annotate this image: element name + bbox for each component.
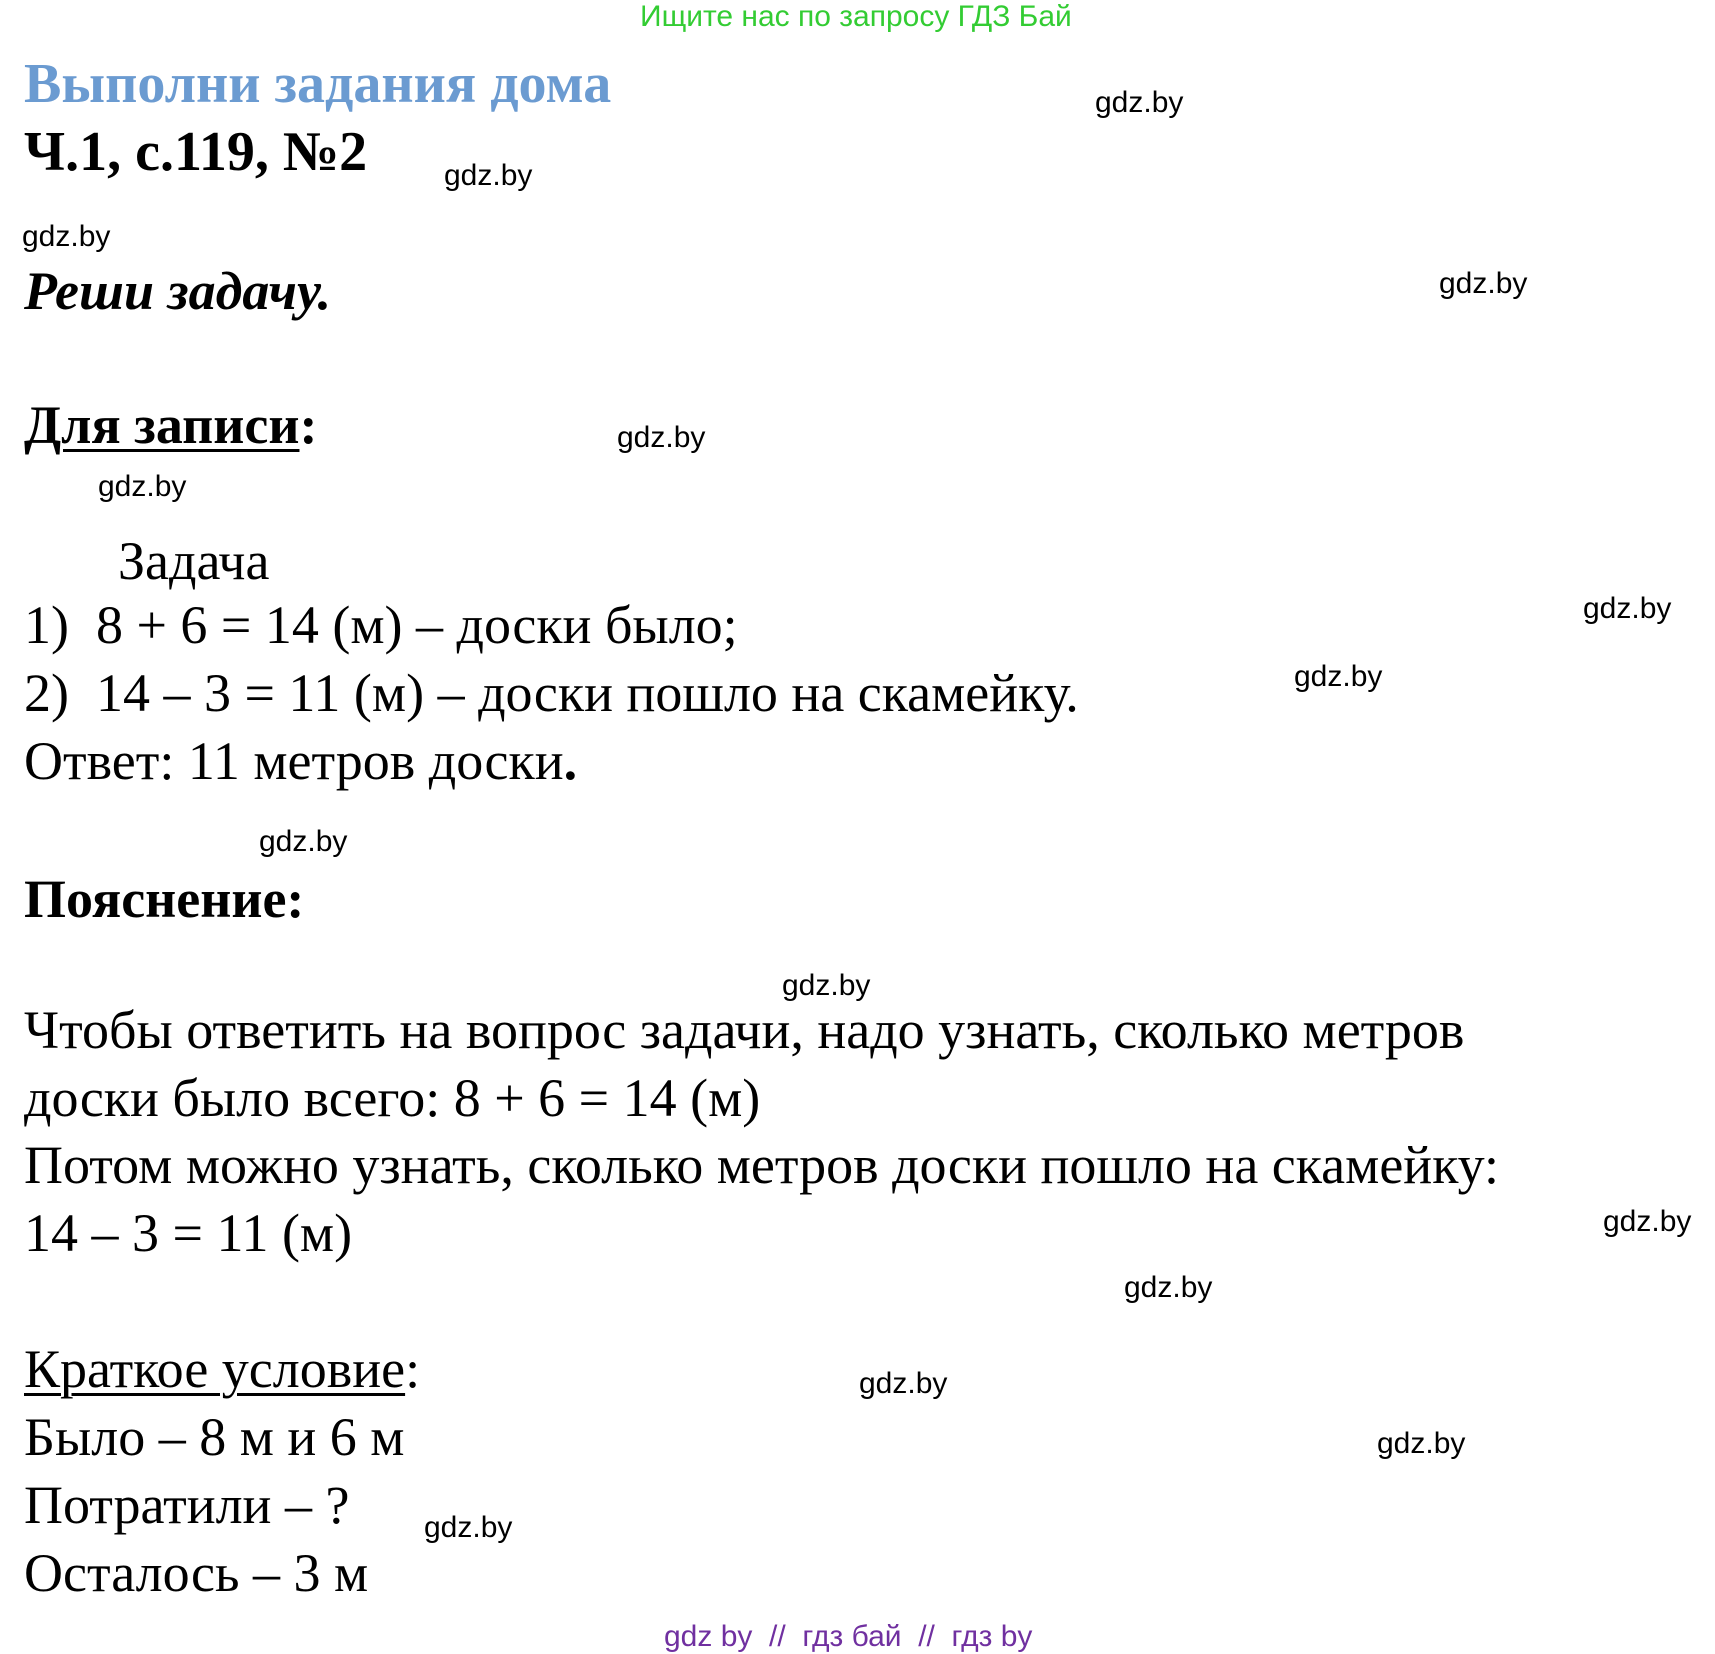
short-condition-line-2: Потратили – ?	[24, 1475, 350, 1535]
watermark: gdz.by	[859, 1367, 948, 1400]
answer-dot: .	[563, 731, 578, 791]
explanation-line-4: 14 – 3 = 11 (м)	[24, 1203, 353, 1263]
watermark: gdz.by	[1124, 1271, 1213, 1304]
watermark: gdz.by	[1603, 1205, 1692, 1238]
short-condition-heading-text: Краткое условие	[24, 1339, 406, 1399]
answer-text: Ответ: 11 метров доски	[24, 731, 564, 791]
watermark: gdz.by	[444, 159, 533, 192]
record-heading-colon: :	[299, 395, 318, 455]
record-heading-text: Для записи	[24, 395, 300, 455]
short-condition-line-1: Было – 8 м и 6 м	[24, 1407, 405, 1467]
watermark: gdz.by	[1583, 592, 1672, 625]
watermark: gdz.by	[98, 470, 187, 503]
explanation-line-2: доски было всего: 8 + 6 = 14 (м)	[24, 1068, 761, 1128]
page-title: Выполни задания дома	[24, 53, 612, 115]
explanation-line-1: Чтобы ответить на вопрос задачи, надо узнать, сколько метров	[24, 1000, 1465, 1060]
watermark: gdz.by	[424, 1511, 513, 1544]
answer	[24, 731, 578, 791]
short-condition-line-3: Осталось – 3 м	[24, 1543, 369, 1603]
footer-watermark: gdz by // гдз бай // гдз by	[664, 1620, 1033, 1653]
watermark: gdz.by	[259, 825, 348, 858]
record-heading	[24, 394, 317, 456]
watermark: gdz.by	[22, 220, 111, 253]
explanation-heading: Пояснение:	[24, 869, 305, 929]
watermark: gdz.by	[1377, 1427, 1466, 1460]
exercise-reference: Ч.1, с.119, №2	[24, 121, 368, 183]
solution-step-1: 1) 8 + 6 = 14 (м) – доски было;	[24, 595, 738, 655]
short-condition-heading	[24, 1339, 421, 1399]
instruction: Реши задачу.	[24, 261, 332, 321]
solution-step-2: 2) 14 – 3 = 11 (м) – доски пошло на скамейку.	[24, 663, 1079, 723]
watermark: gdz.by	[782, 969, 871, 1002]
watermark: gdz.by	[1095, 86, 1184, 119]
watermark: gdz.by	[617, 421, 706, 454]
watermark: gdz.by	[1439, 267, 1528, 300]
short-condition-heading-colon: :	[405, 1339, 421, 1399]
watermark: gdz.by	[1294, 660, 1383, 693]
task-label: Задача	[118, 531, 270, 591]
top-banner: Ищите нас по запросу ГДЗ Бай	[640, 0, 1072, 33]
explanation-line-3: Потом можно узнать, сколько метров доски пошло на скамейку:	[24, 1135, 1499, 1195]
